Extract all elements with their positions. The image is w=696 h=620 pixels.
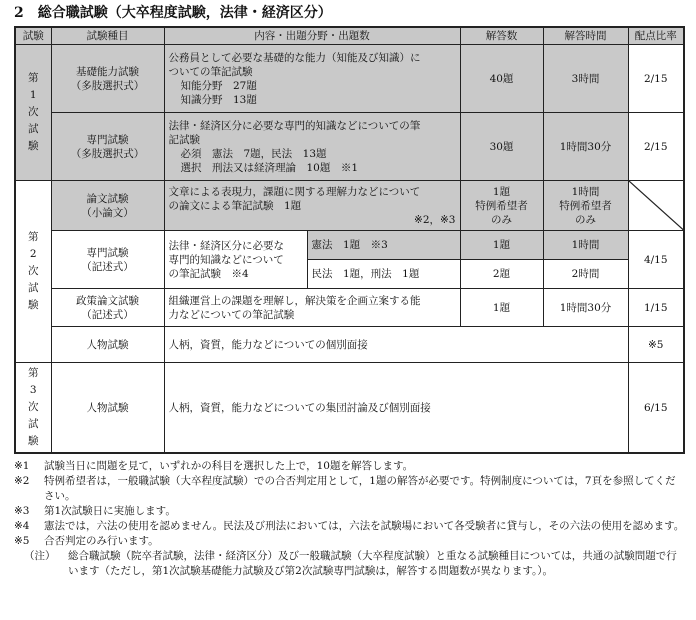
stage2-policy-answers: 1題: [460, 289, 543, 327]
footnote-text: 憲法では，六法の使用を認めません。民法及び刑法においては，六法を試験場において各受験者に貸与し，その六法の使用を認めます。: [44, 520, 685, 532]
footnote-text: 第1次試験日に実施します。: [44, 505, 176, 517]
stage2-policy-type: 政策論文試験 （記述式）: [51, 289, 164, 327]
footnote: [14, 504, 686, 519]
stage2-essay-time: 1時間 特例希望者 のみ: [543, 181, 628, 231]
stage2-senmon-sub2: 民法 1題，刑法 1題: [307, 260, 460, 289]
stage2-senmon-sub2-answers: 2題: [460, 260, 543, 289]
section-heading: 2 総合職試験（大卒程度試験，法律・経済区分）: [14, 5, 332, 21]
table-row: [15, 113, 684, 181]
footnote-mark: ※1: [14, 460, 30, 472]
stage3-content: 人柄，資質，能力などについての集団討論及び個別面接: [164, 363, 628, 454]
footnote-mark: ※3: [14, 505, 30, 517]
stage2-essay-ratio-empty: [628, 181, 684, 231]
table-row: [15, 289, 684, 327]
exam-table: [14, 26, 685, 454]
header-exam: 試験: [15, 27, 51, 45]
stage2-senmon-sub1-answers: 1題: [460, 231, 543, 260]
header-ratio: 配点比率: [628, 27, 684, 45]
footnotes: [14, 459, 686, 579]
main-note-text: 総合職試験（院卒者試験，法律・経済区分）及び一般職試験（大卒程度試験）と重なる試験種目については，共通の試験問題で行います（ただし，第1次試験基礎能力試験及び第2次試験専門試験は，解答する問題数が異なります。）。: [68, 550, 677, 577]
stage3-ratio: 6/15: [628, 363, 684, 454]
header-row: [15, 27, 684, 45]
stage1-senmon-time: 1時間30分: [543, 113, 628, 181]
stage2-senmon-content: 法律・経済区分に必要な 専門的知識などについて の筆記試験 ※4: [164, 231, 307, 289]
footnote-text: 特例希望者は，一般職試験（大卒程度試験）での合否判定用として，1題の解答が必要です。特例制度については，7頁を参照してください。: [44, 475, 676, 502]
header-content: 内容・出題分野・出題数: [164, 27, 460, 45]
footnote: [14, 534, 686, 549]
stage1-basic-time: 3時間: [543, 45, 628, 113]
footnote-mark: ※2: [14, 475, 30, 487]
header-answers: 解答数: [460, 27, 543, 45]
stage1-basic-answers: 40題: [460, 45, 543, 113]
stage3-type: 人物試験: [51, 363, 164, 454]
stage1-senmon-ratio: 2/15: [628, 113, 684, 181]
stage1-senmon-content: 法律・経済区分に必要な専門的知識などについての筆 記試験 必須 憲法 7題，民法 13題 選択 刑法又は経済理論 10題 ※1: [164, 113, 460, 181]
stage2-senmon-ratio: 4/15: [628, 231, 684, 289]
footnote-mark: ※5: [14, 535, 30, 547]
stage3-label: 第 3 次 試 験: [15, 363, 51, 454]
stage2-interview-ratio: ※5: [628, 327, 684, 363]
stage2-senmon-sub1-time: 1時間: [543, 231, 628, 260]
table-row: [15, 45, 684, 113]
footnote-text: 合否判定のみ行います。: [44, 535, 159, 547]
stage1-senmon-type: 専門試験 （多肢選択式）: [51, 113, 164, 181]
footnote-mark: ※4: [14, 520, 30, 532]
stage2-senmon-sub1: 憲法 1題 ※3: [307, 231, 460, 260]
stage1-basic-type: 基礎能力試験 （多肢選択式）: [51, 45, 164, 113]
stage2-interview-type: 人物試験: [51, 327, 164, 363]
stage2-interview-content: 人柄，資質，能力などについての個別面接: [164, 327, 628, 363]
table-row: [15, 231, 684, 260]
stage2-essay-answers: 1題 特例希望者 のみ: [460, 181, 543, 231]
stage1-basic-content: 公務員として必要な基礎的な能力（知能及び知識）に ついての筆記試験 知能分野 27題 知識分野 13題: [164, 45, 460, 113]
stage1-senmon-answers: 30題: [460, 113, 543, 181]
table-row: [15, 327, 684, 363]
footnote-text: 試験当日に問題を見て，いずれかの科目を選択した上で，10題を解答します。: [44, 460, 414, 472]
stage2-senmon-type: 専門試験 （記述式）: [51, 231, 164, 289]
stage2-policy-content: 組織運営上の課題を理解し，解決策を企画立案する能 力などについての筆記試験: [164, 289, 460, 327]
table-row: [15, 363, 684, 454]
main-note: [14, 549, 686, 579]
header-time: 解答時間: [543, 27, 628, 45]
stage2-label: 第 2 次 試 験: [15, 181, 51, 363]
stage2-policy-ratio: 1/15: [628, 289, 684, 327]
stage2-essay-content: 文章による表現力，課題に関する理解力などについて の論文による筆記試験 1題 ※2，※3: [164, 181, 460, 231]
stage1-label: 第 1 次 試 験: [15, 45, 51, 181]
footnote: [14, 474, 686, 504]
stage2-policy-time: 1時間30分: [543, 289, 628, 327]
main-note-mark: （注）: [24, 550, 56, 562]
footnote: [14, 519, 686, 534]
table-row: [15, 181, 684, 231]
stage2-essay-type: 論文試験 （小論文）: [51, 181, 164, 231]
stage2-senmon-sub2-time: 2時間: [543, 260, 628, 289]
stage1-basic-ratio: 2/15: [628, 45, 684, 113]
header-type: 試験種目: [51, 27, 164, 45]
footnote: [14, 459, 686, 474]
